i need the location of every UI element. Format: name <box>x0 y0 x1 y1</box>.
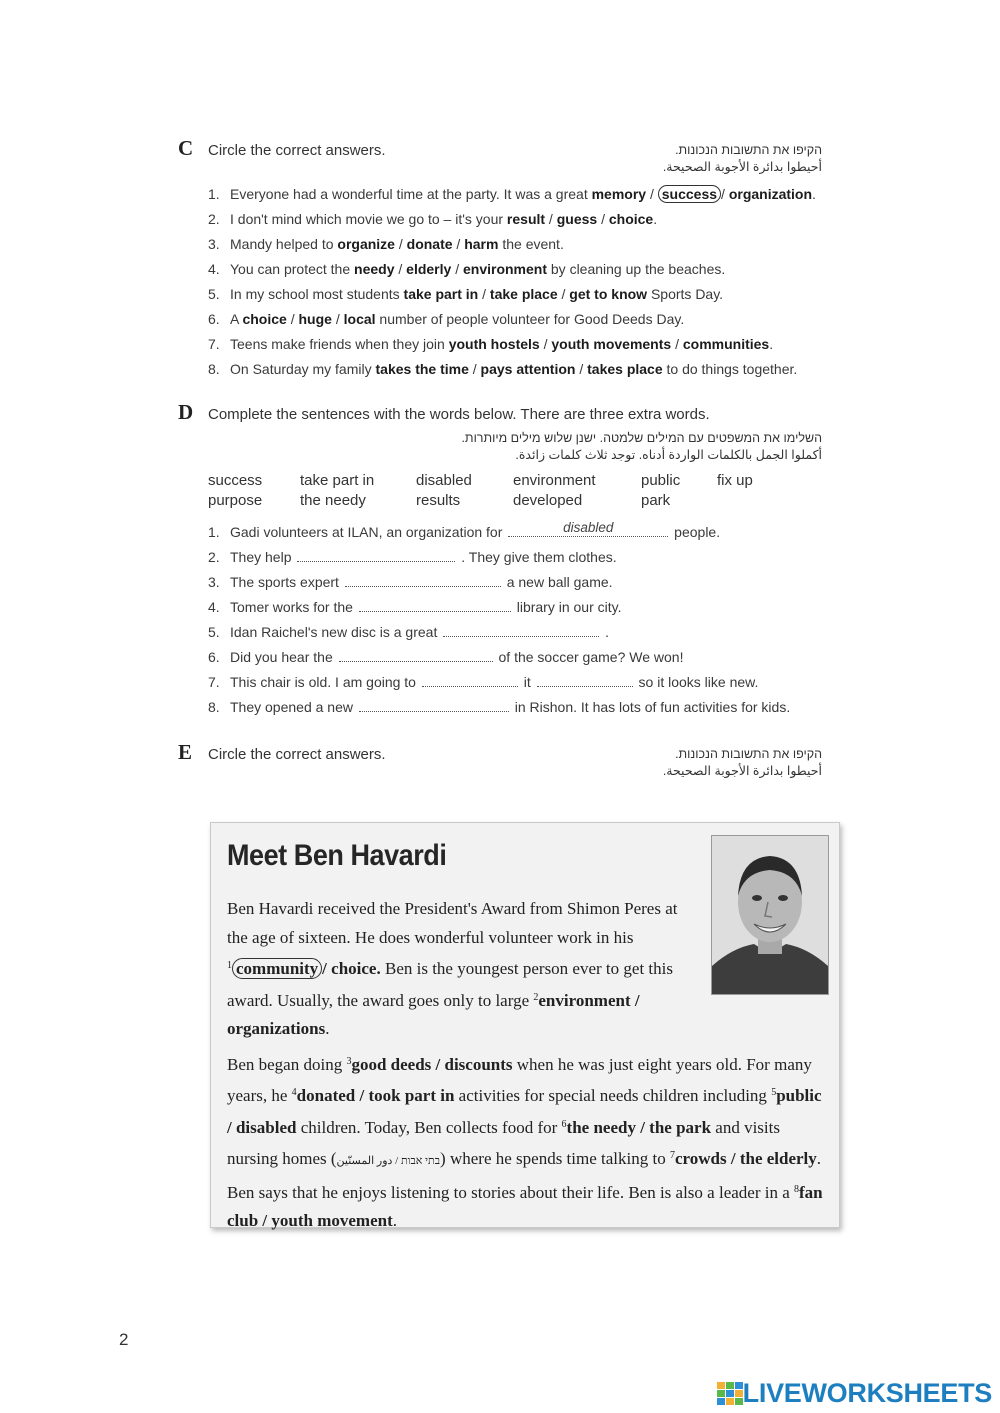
article-title: Meet Ben Havardi <box>227 839 447 872</box>
brand-name: LIVEWORKSHEETS <box>742 1378 992 1408</box>
option[interactable]: take place <box>489 286 558 302</box>
section-e-heading <box>178 740 386 765</box>
list-item: 7. Teens make friends when they join youth hostels / youth movements / communities. <box>208 336 774 352</box>
word-bank-item: take part in <box>300 472 375 489</box>
logo-grid-icon <box>717 1382 743 1406</box>
list-item: 5. Idan Raichel's new disc is a great . <box>208 620 790 645</box>
answer-blank[interactable] <box>339 645 493 662</box>
word-bank-item: environment <box>513 472 596 489</box>
option[interactable]: youth hostels <box>448 336 540 352</box>
list-item: 3. The sports expert a new ball game. <box>208 570 790 595</box>
circled-option[interactable]: community <box>232 958 322 979</box>
answer-blank[interactable] <box>422 670 518 687</box>
filled-answer: disabled <box>563 520 614 535</box>
option[interactable]: takes place <box>587 361 663 377</box>
list-item: 6. Did you hear the of the soccer game? We won! <box>208 645 790 670</box>
option[interactable]: elderly <box>406 261 452 277</box>
arabic-instruction: أحيطوا بدائرة الأجوبة الصحيحة. <box>662 160 822 174</box>
option[interactable]: the needy / the park <box>566 1117 712 1137</box>
word-bank-item: success <box>208 472 263 489</box>
section-e-translation <box>663 746 822 780</box>
word-bank-item: fix up <box>717 472 753 489</box>
option[interactable]: guess <box>556 211 598 227</box>
section-letter: C <box>178 136 194 160</box>
word-bank-item: disabled <box>416 472 472 489</box>
word-bank-item: results <box>416 492 461 509</box>
list-item: 1. Everyone had a wonderful time at the party. It was a great memory / success / organization. <box>208 186 816 202</box>
list-item: 8. They opened a new in Rishon. It has lots of fun activities for kids. <box>208 695 790 720</box>
answer-blank[interactable] <box>359 595 511 612</box>
list-item: 7. This chair is old. I am going to it so it looks like new. <box>208 670 790 695</box>
arabic-instruction: أكملوا الجمل بالكلمات الواردة أدناه. توجد ثلاث كلمات زائدة. <box>515 448 822 462</box>
section-instruction: Circle the correct answers. <box>208 746 386 763</box>
option[interactable]: donate <box>406 236 453 252</box>
option[interactable]: take part in <box>403 286 479 302</box>
list-item: 4. You can protect the needy / elderly / environment by cleaning up the beaches. <box>208 261 726 277</box>
option[interactable]: communities <box>682 336 770 352</box>
answer-blank[interactable] <box>508 520 668 537</box>
translation-note: בתי אבות / دور المسنّين <box>336 1155 441 1167</box>
option[interactable]: result <box>506 211 546 227</box>
word-bank-item: the needy <box>300 492 366 509</box>
option[interactable]: memory <box>591 186 647 202</box>
answer-blank[interactable] <box>297 545 455 562</box>
answer-blank[interactable] <box>359 695 509 712</box>
option[interactable]: organization <box>728 186 813 202</box>
section-letter: D <box>178 400 194 424</box>
option[interactable]: crowds / the elderly <box>674 1149 817 1168</box>
option[interactable]: environment / organizations <box>227 990 640 1038</box>
option[interactable]: get to know <box>569 286 648 302</box>
hebrew-instruction: השלימו את המשפטים עם המילים שלמטה. ישנן שלוש מילים מיותרות. <box>461 431 822 445</box>
word-bank-item: public <box>641 472 681 489</box>
article-box <box>210 822 840 1228</box>
list-item: 8. On Saturday my family takes the time / pays attention / takes place to do things together. <box>208 361 798 377</box>
option[interactable]: fan club / youth movement <box>227 1182 823 1230</box>
list-item: 6. A choice / huge / local number of people volunteer for Good Deeds Day. <box>208 311 685 327</box>
page-number: 2 <box>119 1330 129 1349</box>
option[interactable]: harm <box>464 236 499 252</box>
option[interactable]: donated / took part in <box>296 1086 455 1105</box>
option[interactable]: takes the time <box>375 361 469 377</box>
option[interactable]: local <box>343 311 376 327</box>
option[interactable]: public / disabled <box>227 1086 822 1137</box>
list-item: 2. They help . They give them clothes. <box>208 545 790 570</box>
answer-blank[interactable] <box>345 570 501 587</box>
option[interactable]: choice. <box>331 959 381 978</box>
hebrew-instruction: הקיפו את התשובות הנכונות. <box>675 143 822 157</box>
section-d-list <box>208 520 790 720</box>
article-paragraph: Ben Havardi received the President's Award from Shimon Peres at the age of sixteen. He does wonderful volunteer work in his $^1$ community / choice. Ben is the youngest person ever to get this award. Usually, the award goes only to large $^2$environment / organizations. <box>227 899 678 1038</box>
option[interactable]: huge <box>298 311 332 327</box>
arabic-instruction: أحيطوا بدائرة الأجوبة الصحيحة. <box>662 764 822 778</box>
option[interactable]: pays attention <box>480 361 576 377</box>
option[interactable]: choice <box>608 211 654 227</box>
section-c-list <box>208 182 816 382</box>
option[interactable]: choice <box>242 311 287 327</box>
list-item: 4. Tomer works for the library in our city. <box>208 595 790 620</box>
article-body <box>227 895 827 1236</box>
circled-option[interactable]: success <box>658 185 721 203</box>
section-d-heading <box>178 400 710 425</box>
option[interactable]: good deeds / discounts <box>351 1054 513 1074</box>
list-item: 1. Gadi volunteers at ILAN, an organization for disabled people. <box>208 520 721 540</box>
word-bank <box>208 472 787 509</box>
list-item: 2. I don't mind which movie we go to – it's your result / guess / choice. <box>208 211 658 227</box>
section-d-translation <box>461 430 822 464</box>
section-c-heading <box>178 136 386 161</box>
word-bank-item: developed <box>513 492 583 509</box>
section-letter: E <box>178 740 193 764</box>
hebrew-instruction: הקיפו את התשובות הנכונות. <box>675 747 822 761</box>
answer-blank[interactable] <box>443 620 599 637</box>
list-item: 3. Mandy helped to organize / donate / harm the event. <box>208 236 564 252</box>
article-paragraph: Ben began doing $^3$good deeds / discounts when he was just eight years old. For many years, he $^4$donated / took part in activities for special needs children including $^5$public / disabled children. Today, Ben collects food for $^6$the needy / the park and visits nursing homes (בתי אבות / دور المسنّين) where he spends time talking to $^7$crowds / the elderly. Ben says that he enjoys listening to stories about their life. Ben is also a leader in a $^8$fan club / youth movement. <box>227 1054 823 1230</box>
option[interactable]: environment <box>462 261 547 277</box>
liveworksheets-logo <box>717 1378 992 1409</box>
word-bank-item: purpose <box>208 492 263 509</box>
option[interactable]: organize <box>337 236 395 252</box>
section-instruction: Circle the correct answers. <box>208 142 386 159</box>
list-item: 5. In my school most students take part in / take place / get to know Sports Day. <box>208 286 724 302</box>
section-c-translation <box>663 142 822 176</box>
word-bank-item: park <box>641 492 671 509</box>
section-instruction: Complete the sentences with the words below. There are three extra words. <box>208 406 710 423</box>
option[interactable]: youth movements <box>551 336 672 352</box>
answer-blank[interactable] <box>537 670 633 687</box>
option[interactable]: needy <box>354 261 395 277</box>
